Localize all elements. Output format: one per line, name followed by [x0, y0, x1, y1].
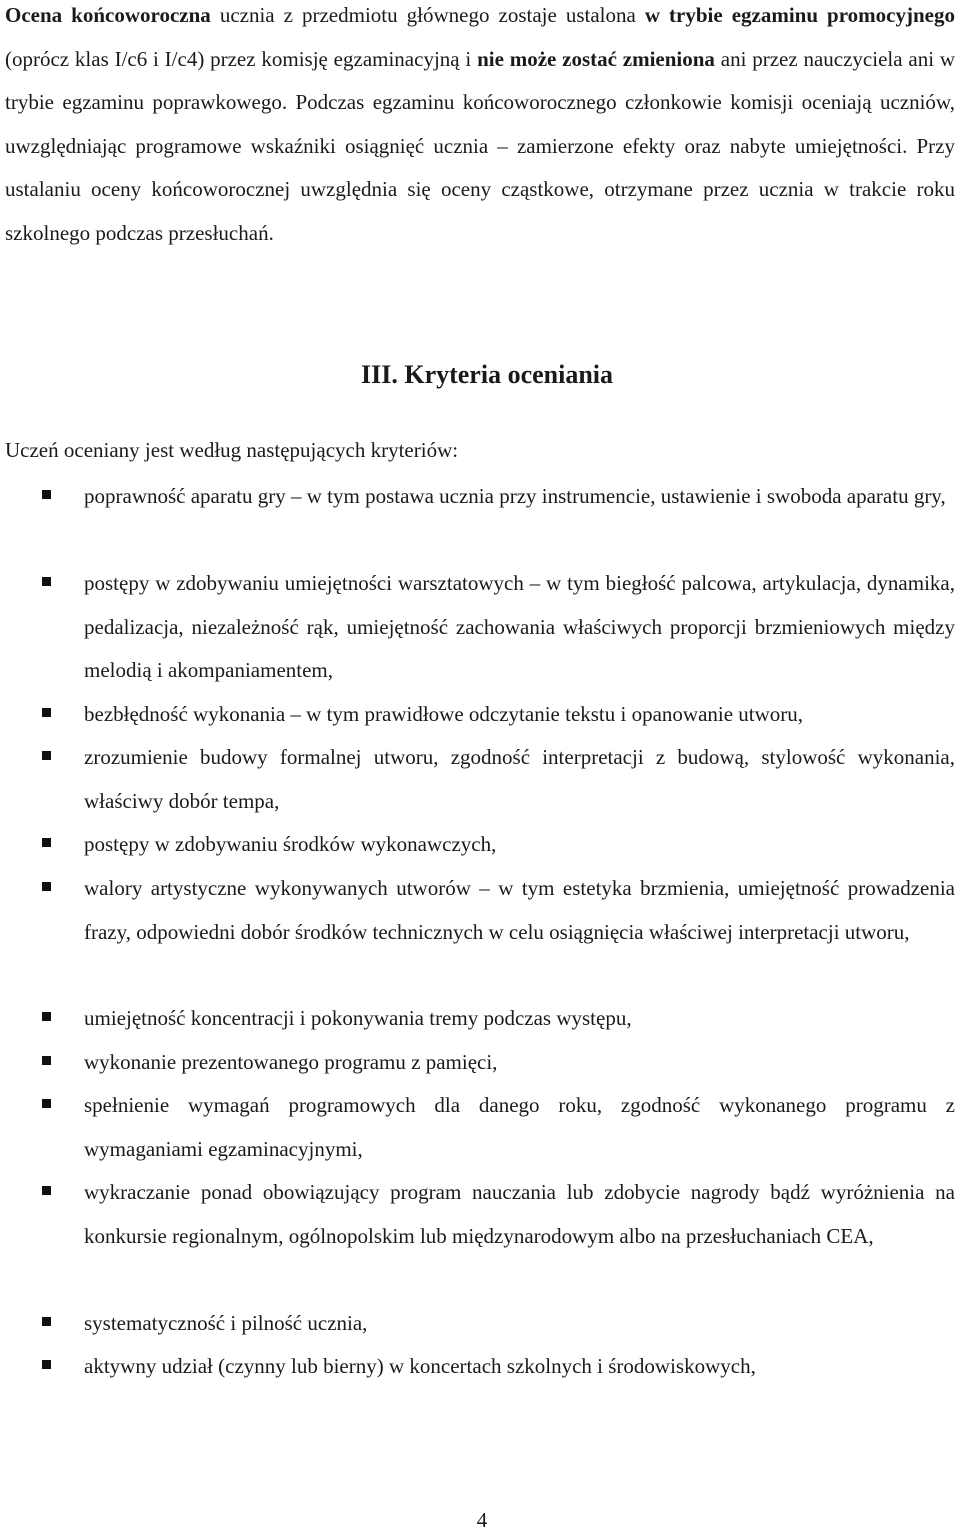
list-item-text: spełnienie wymagań programowych dla danego roku, zgodność wykonanego programu z wymaganiami egzaminacyjnymi,	[84, 1093, 955, 1161]
paragraph-text-3: ani przez nauczyciela ani w trybie egzaminu poprawkowego. Podczas egzaminu końcoworocznego członkowie komisji oceniają uczniów, uwzględniając programowe wskaźniki osiągnięć ucznia – zamierzone efekty oraz nabyte umiejętności. Przy ustalaniu oceny końcoworocznej uwzględnia się oceny cząstkowe, otrzymane przez ucznia w trakcie roku szkolnego podczas przesłuchań.	[5, 46, 955, 245]
paragraph-text-1: ucznia z przedmiotu głównego zostaje ustalona	[210, 3, 645, 27]
list-item-text: systematyczność i pilność ucznia,	[84, 1311, 368, 1335]
paragraph-text-2: (oprócz klas I/c6 i I/c4) przez komisję egzaminacyjną i	[5, 46, 478, 71]
list-item-text: umiejętność koncentracji i pokonywania tremy podczas występu,	[84, 1006, 632, 1030]
list-item-text: bezbłędność wykonania – w tym prawidłowe odczytanie tekstu i opanowanie utworu,	[84, 702, 804, 726]
square-bullet-icon	[42, 751, 51, 760]
square-bullet-icon	[42, 1360, 51, 1369]
list-item-text: postępy w zdobywaniu umiejętności warsztatowych – w tym biegłość palcowa, artykulacja, dynamika, pedalizacja, niezależność rąk, umiejętność zachowania właściwych proporcji brzmieniowych między melodią i akompaniamentem,	[84, 571, 955, 683]
list-item-text: zrozumienie budowy formalnej utworu, zgodność interpretacji z budową, stylowość wykonania, właściwy dobór tempa,	[84, 745, 955, 813]
list-item-text: wykonanie prezentowanego programu z pamięci,	[84, 1050, 498, 1074]
list-item-text: walory artystyczne wykonywanych utworów – w tym estetyka brzmienia, umiejętność prowadzenia frazy, odpowiedni dobór środków technicznych w celu osiągnięcia właściwej interpretacji utworu,	[84, 876, 955, 944]
list-item-text: wykraczanie ponad obowiązujący program nauczania lub zdobycie nagrody bądź wyróżnienia na konkursie regionalnym, ogólnopolskim lub międzynarodowym albo na przesłuchaniach CEA,	[84, 1180, 955, 1248]
list-item-text: postępy w zdobywaniu środków wykonawczych,	[84, 832, 497, 856]
square-bullet-icon	[42, 1099, 51, 1108]
page-number: 4	[476, 1508, 488, 1532]
square-bullet-icon	[42, 838, 51, 847]
square-bullet-icon	[42, 490, 51, 499]
section-heading: III. Kryteria oceniania	[360, 360, 614, 389]
list-item-text: aktywny udział (czynny lub bierny) w koncertach szkolnych i środowiskowych,	[84, 1354, 756, 1378]
square-bullet-icon	[42, 1012, 51, 1021]
square-bullet-icon	[42, 1056, 51, 1065]
intro-paragraph	[5, 0, 955, 256]
bold-phrase-cannot-change: nie może zostać zmieniona	[477, 46, 715, 71]
square-bullet-icon	[42, 1317, 51, 1326]
square-bullet-icon	[42, 882, 51, 891]
square-bullet-icon	[42, 577, 51, 586]
square-bullet-icon	[42, 708, 51, 717]
bold-phrase-final-grade: Ocena końcoworoczna	[5, 3, 211, 27]
list-item-text: poprawność aparatu gry – w tym postawa ucznia przy instrumencie, ustawienie i swoboda aparatu gry,	[84, 484, 946, 508]
square-bullet-icon	[42, 1186, 51, 1195]
section-intro: Uczeń oceniany jest według następujących kryteriów:	[5, 438, 459, 462]
bold-phrase-exam-mode: w trybie egzaminu promocyjnego	[644, 3, 955, 27]
